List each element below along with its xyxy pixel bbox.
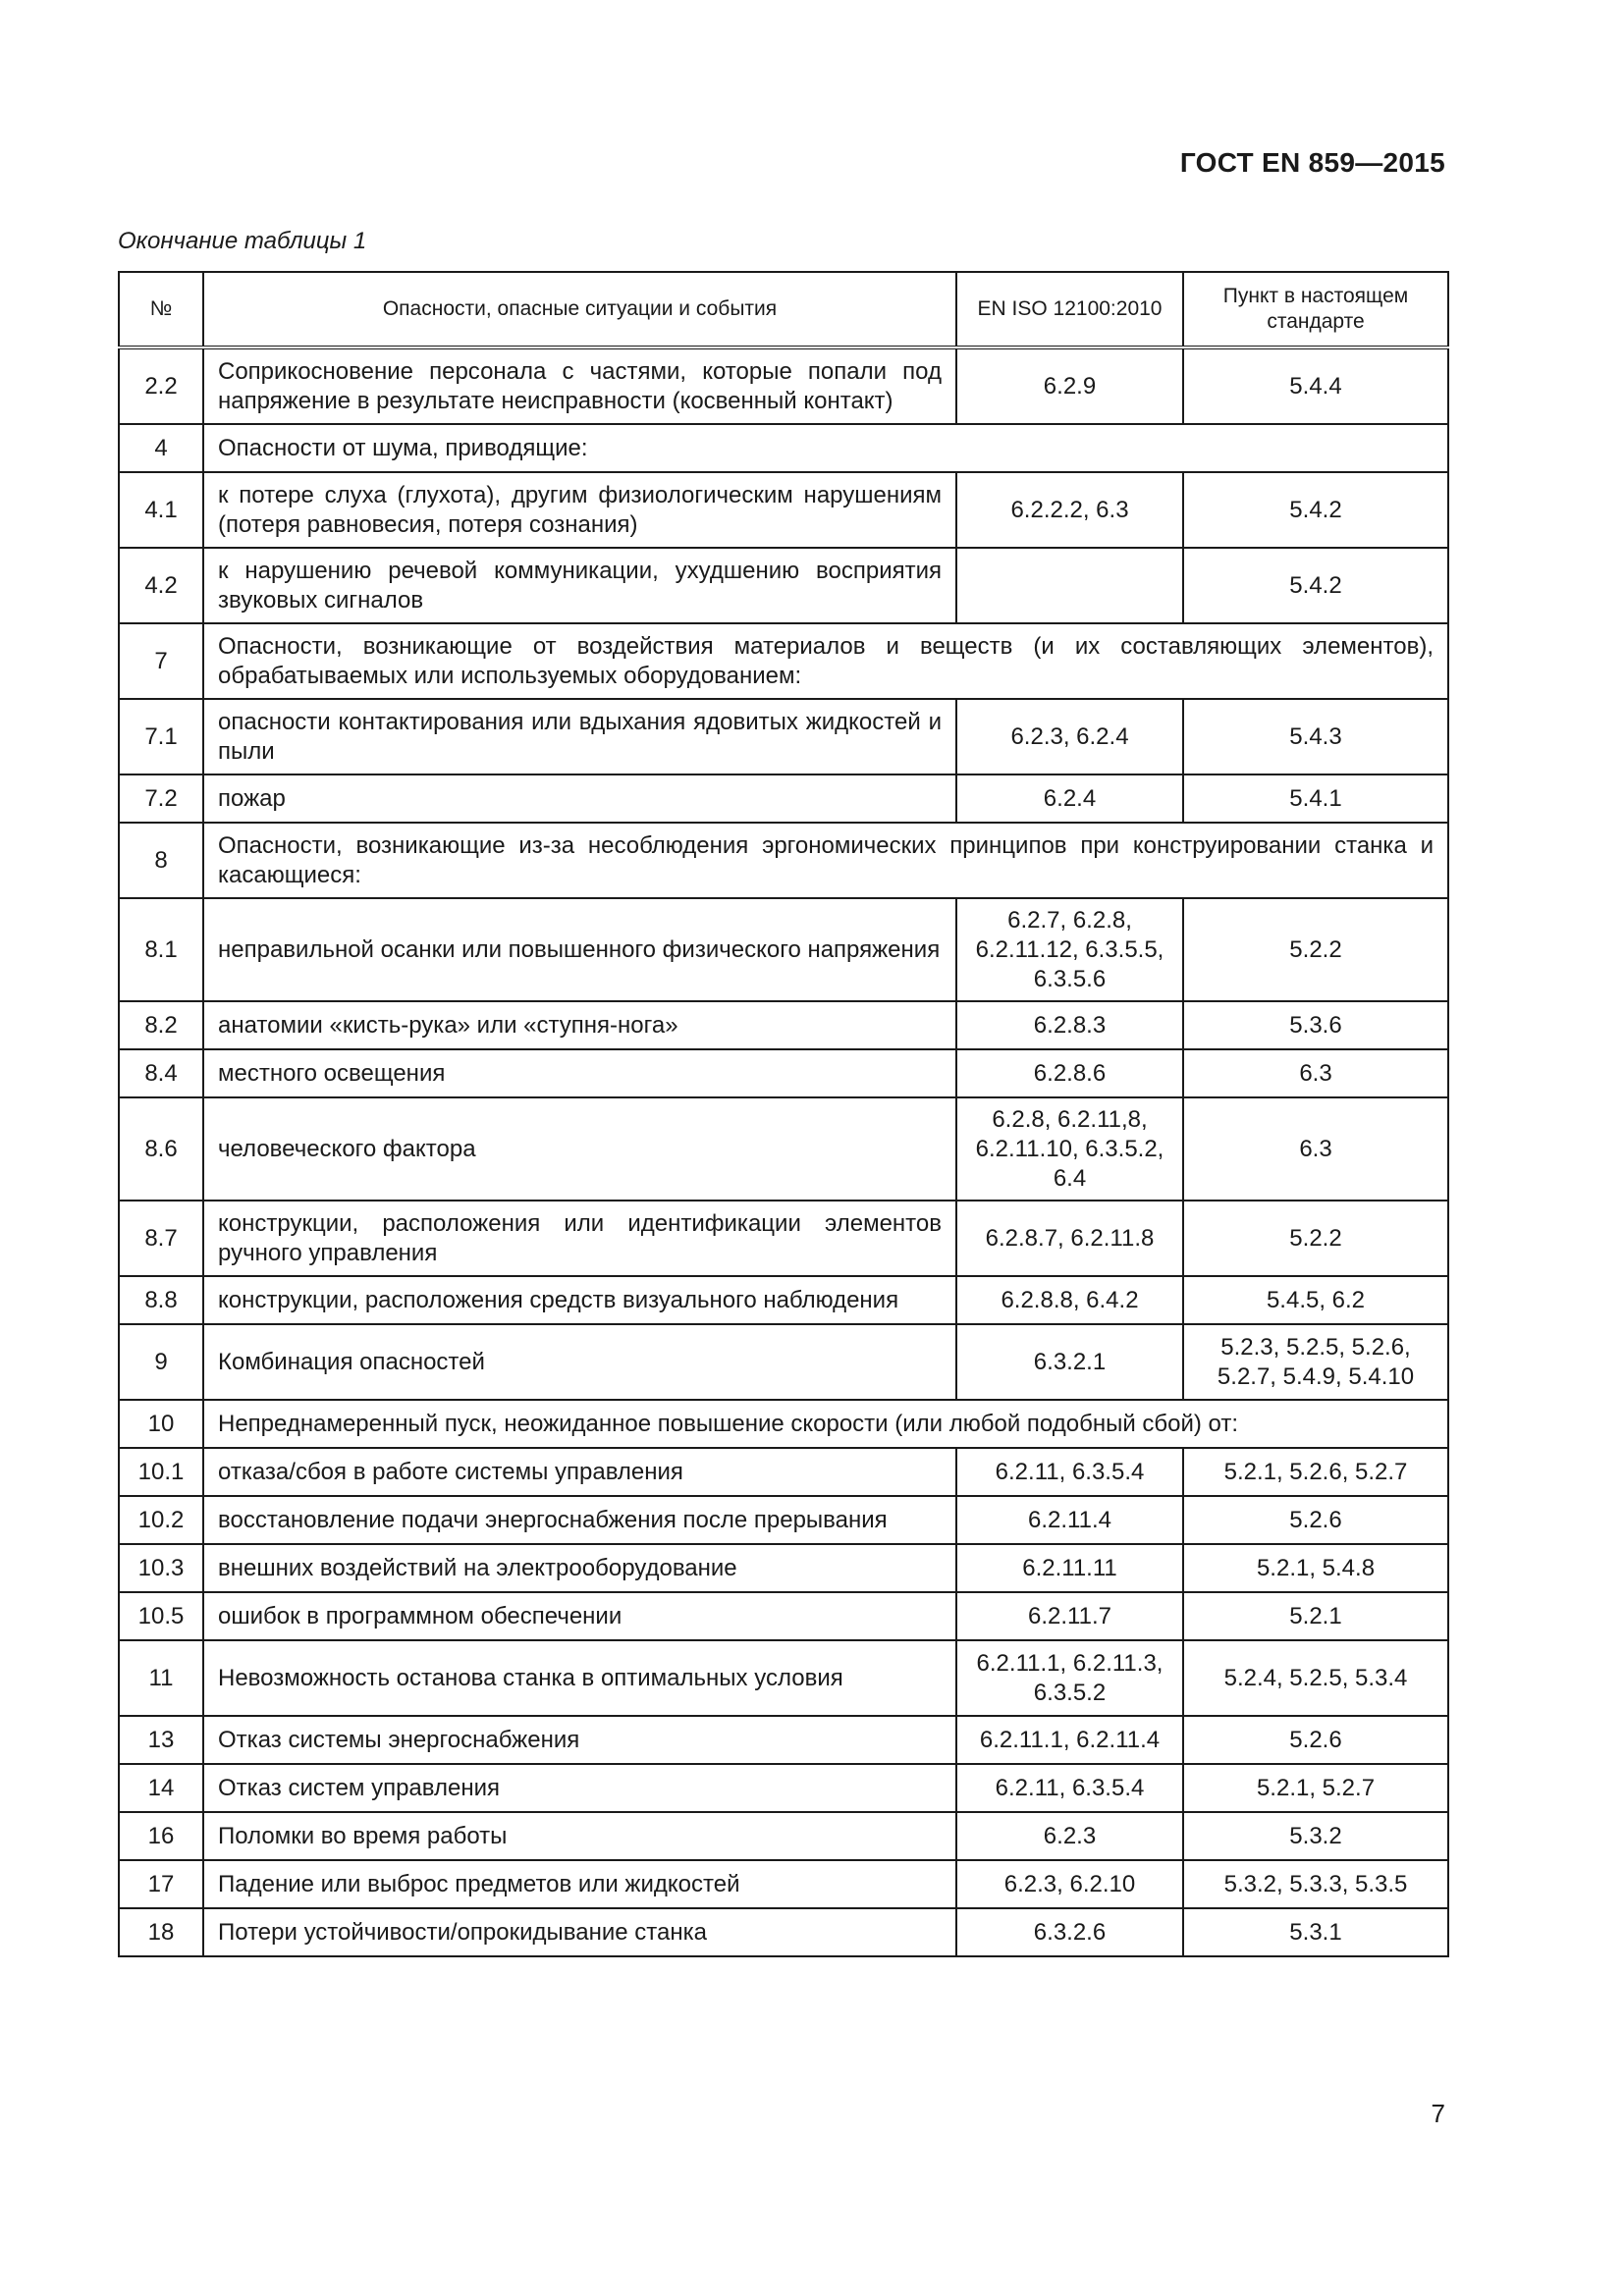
table-row [119, 424, 1448, 472]
cell-number: 10.1 [119, 1448, 203, 1496]
cell-hazard-group: Опасности, возникающие от воздействия материалов и веществ (и их составляющих элементов), обрабатываемых или используемых оборудованием: [203, 623, 1448, 699]
table-row [119, 1640, 1448, 1716]
cell-clause: 5.4.4 [1183, 347, 1448, 424]
table-row [119, 1400, 1448, 1448]
cell-iso-ref: 6.2.11.1, 6.2.11.3, 6.3.5.2 [956, 1640, 1183, 1716]
cell-hazard: Отказ систем управления [203, 1764, 956, 1812]
cell-clause: 5.2.2 [1183, 1201, 1448, 1276]
table-header-row [119, 272, 1448, 347]
table-row [119, 623, 1448, 699]
cell-clause: 5.2.6 [1183, 1716, 1448, 1764]
table-row [119, 472, 1448, 548]
header-hazard: Опасности, опасные ситуации и события [203, 272, 956, 347]
cell-iso-ref: 6.2.11.7 [956, 1592, 1183, 1640]
cell-clause: 5.2.4, 5.2.5, 5.3.4 [1183, 1640, 1448, 1716]
cell-hazard: Поломки во время работы [203, 1812, 956, 1860]
cell-number: 10.5 [119, 1592, 203, 1640]
cell-clause: 5.2.1, 5.4.8 [1183, 1544, 1448, 1592]
cell-iso-ref: 6.2.7, 6.2.8, 6.2.11.12, 6.3.5.5, 6.3.5.6 [956, 898, 1183, 1001]
page-number: 7 [1431, 2099, 1445, 2128]
cell-number: 18 [119, 1908, 203, 1956]
header-clause: Пункт в настоящем стандарте [1183, 272, 1448, 347]
cell-clause: 5.2.6 [1183, 1496, 1448, 1544]
table-row [119, 1496, 1448, 1544]
table-row [119, 1201, 1448, 1276]
cell-number: 8.2 [119, 1001, 203, 1049]
cell-clause: 5.2.1 [1183, 1592, 1448, 1640]
cell-number: 4.2 [119, 548, 203, 623]
cell-number: 8.7 [119, 1201, 203, 1276]
cell-clause: 5.3.2, 5.3.3, 5.3.5 [1183, 1860, 1448, 1908]
cell-hazard: неправильной осанки или повышенного физического напряжения [203, 898, 956, 1001]
cell-hazard: конструкции, расположения или идентификации элементов ручного управления [203, 1201, 956, 1276]
table-row [119, 699, 1448, 774]
cell-number: 8.6 [119, 1097, 203, 1201]
cell-clause: 5.2.1, 5.2.6, 5.2.7 [1183, 1448, 1448, 1496]
cell-number: 17 [119, 1860, 203, 1908]
cell-iso-ref: 6.2.3, 6.2.4 [956, 699, 1183, 774]
cell-iso-ref: 6.2.11.1, 6.2.11.4 [956, 1716, 1183, 1764]
cell-hazard: ошибок в программном обеспечении [203, 1592, 956, 1640]
cell-clause: 5.3.6 [1183, 1001, 1448, 1049]
cell-number: 10.3 [119, 1544, 203, 1592]
cell-iso-ref: 6.2.8.8, 6.4.2 [956, 1276, 1183, 1324]
cell-clause: 6.3 [1183, 1097, 1448, 1201]
table-row [119, 1908, 1448, 1956]
cell-number: 4 [119, 424, 203, 472]
cell-hazard: местного освещения [203, 1049, 956, 1097]
cell-hazard: Соприкосновение персонала с частями, которые попали под напряжение в результате неисправности (косвенный контакт) [203, 347, 956, 424]
cell-iso-ref: 6.2.11, 6.3.5.4 [956, 1448, 1183, 1496]
cell-hazard-group: Непреднамеренный пуск, неожиданное повышение скорости (или любой подобный сбой) от: [203, 1400, 1448, 1448]
cell-number: 14 [119, 1764, 203, 1812]
cell-iso-ref: 6.2.4 [956, 774, 1183, 823]
cell-number: 4.1 [119, 472, 203, 548]
cell-hazard: Падение или выброс предметов или жидкостей [203, 1860, 956, 1908]
cell-clause: 5.3.2 [1183, 1812, 1448, 1860]
table-row [119, 1448, 1448, 1496]
cell-number: 8.1 [119, 898, 203, 1001]
hazards-table [118, 271, 1449, 1957]
cell-number: 8.8 [119, 1276, 203, 1324]
table-caption: Окончание таблицы 1 [118, 228, 367, 254]
header-no: № [119, 272, 203, 347]
cell-iso-ref: 6.3.2.6 [956, 1908, 1183, 1956]
cell-iso-ref [956, 548, 1183, 623]
cell-number: 13 [119, 1716, 203, 1764]
cell-clause: 6.3 [1183, 1049, 1448, 1097]
cell-iso-ref: 6.3.2.1 [956, 1324, 1183, 1400]
cell-clause: 5.4.2 [1183, 548, 1448, 623]
cell-hazard: опасности контактирования или вдыхания ядовитых жидкостей и пыли [203, 699, 956, 774]
cell-number: 7.2 [119, 774, 203, 823]
cell-hazard: Потери устойчивости/опрокидывание станка [203, 1908, 956, 1956]
table-row [119, 898, 1448, 1001]
cell-number: 10 [119, 1400, 203, 1448]
cell-clause: 5.4.3 [1183, 699, 1448, 774]
cell-clause: 5.2.2 [1183, 898, 1448, 1001]
cell-hazard: восстановление подачи энергоснабжения после прерывания [203, 1496, 956, 1544]
cell-iso-ref: 6.2.3, 6.2.10 [956, 1860, 1183, 1908]
cell-number: 7.1 [119, 699, 203, 774]
cell-hazard: человеческого фактора [203, 1097, 956, 1201]
cell-clause: 5.2.3, 5.2.5, 5.2.6, 5.2.7, 5.4.9, 5.4.10 [1183, 1324, 1448, 1400]
cell-hazard-group: Опасности, возникающие из-за несоблюдения эргономических принципов при конструировании станка и касающиеся: [203, 823, 1448, 898]
cell-number: 11 [119, 1640, 203, 1716]
table-row [119, 347, 1448, 424]
table-row [119, 1001, 1448, 1049]
cell-iso-ref: 6.2.9 [956, 347, 1183, 424]
cell-hazard: пожар [203, 774, 956, 823]
table-row [119, 1276, 1448, 1324]
cell-hazard: Невозможность останова станка в оптимальных условия [203, 1640, 956, 1716]
cell-clause: 5.4.2 [1183, 472, 1448, 548]
table-row [119, 1097, 1448, 1201]
cell-iso-ref: 6.2.8.3 [956, 1001, 1183, 1049]
table-row [119, 1049, 1448, 1097]
header-iso: EN ISO 12100:2010 [956, 272, 1183, 347]
cell-iso-ref: 6.2.11.11 [956, 1544, 1183, 1592]
cell-iso-ref: 6.2.8.7, 6.2.11.8 [956, 1201, 1183, 1276]
cell-hazard: к потере слуха (глухота), другим физиологическим нарушениям (потеря равновесия, потеря сознания) [203, 472, 956, 548]
cell-hazard: отказа/сбоя в работе системы управления [203, 1448, 956, 1496]
cell-iso-ref: 6.2.8.6 [956, 1049, 1183, 1097]
cell-hazard: конструкции, расположения средств визуального наблюдения [203, 1276, 956, 1324]
cell-iso-ref: 6.2.8, 6.2.11,8, 6.2.11.10, 6.3.5.2, 6.4 [956, 1097, 1183, 1201]
cell-iso-ref: 6.2.3 [956, 1812, 1183, 1860]
cell-number: 8.4 [119, 1049, 203, 1097]
cell-hazard-group: Опасности от шума, приводящие: [203, 424, 1448, 472]
cell-hazard: Отказ системы энергоснабжения [203, 1716, 956, 1764]
cell-clause: 5.4.1 [1183, 774, 1448, 823]
table-row [119, 823, 1448, 898]
cell-hazard: внешних воздействий на электрооборудование [203, 1544, 956, 1592]
cell-hazard: к нарушению речевой коммуникации, ухудшению восприятия звуковых сигналов [203, 548, 956, 623]
cell-number: 10.2 [119, 1496, 203, 1544]
table-row [119, 1812, 1448, 1860]
cell-iso-ref: 6.2.11.4 [956, 1496, 1183, 1544]
cell-number: 9 [119, 1324, 203, 1400]
table-row [119, 1764, 1448, 1812]
table-row [119, 548, 1448, 623]
document-code: ГОСТ EN 859—2015 [1179, 147, 1445, 178]
cell-hazard: анатомии «кисть-рука» или «ступня-нога» [203, 1001, 956, 1049]
cell-clause: 5.4.5, 6.2 [1183, 1276, 1448, 1324]
table-row [119, 774, 1448, 823]
cell-clause: 5.2.1, 5.2.7 [1183, 1764, 1448, 1812]
cell-number: 8 [119, 823, 203, 898]
table-row [119, 1544, 1448, 1592]
cell-number: 7 [119, 623, 203, 699]
table-row [119, 1860, 1448, 1908]
table-row [119, 1324, 1448, 1400]
table-row [119, 1716, 1448, 1764]
cell-number: 2.2 [119, 347, 203, 424]
cell-number: 16 [119, 1812, 203, 1860]
cell-clause: 5.3.1 [1183, 1908, 1448, 1956]
cell-iso-ref: 6.2.11, 6.3.5.4 [956, 1764, 1183, 1812]
cell-hazard: Комбинация опасностей [203, 1324, 956, 1400]
table-row [119, 1592, 1448, 1640]
cell-iso-ref: 6.2.2.2, 6.3 [956, 472, 1183, 548]
table-body [119, 347, 1448, 1956]
